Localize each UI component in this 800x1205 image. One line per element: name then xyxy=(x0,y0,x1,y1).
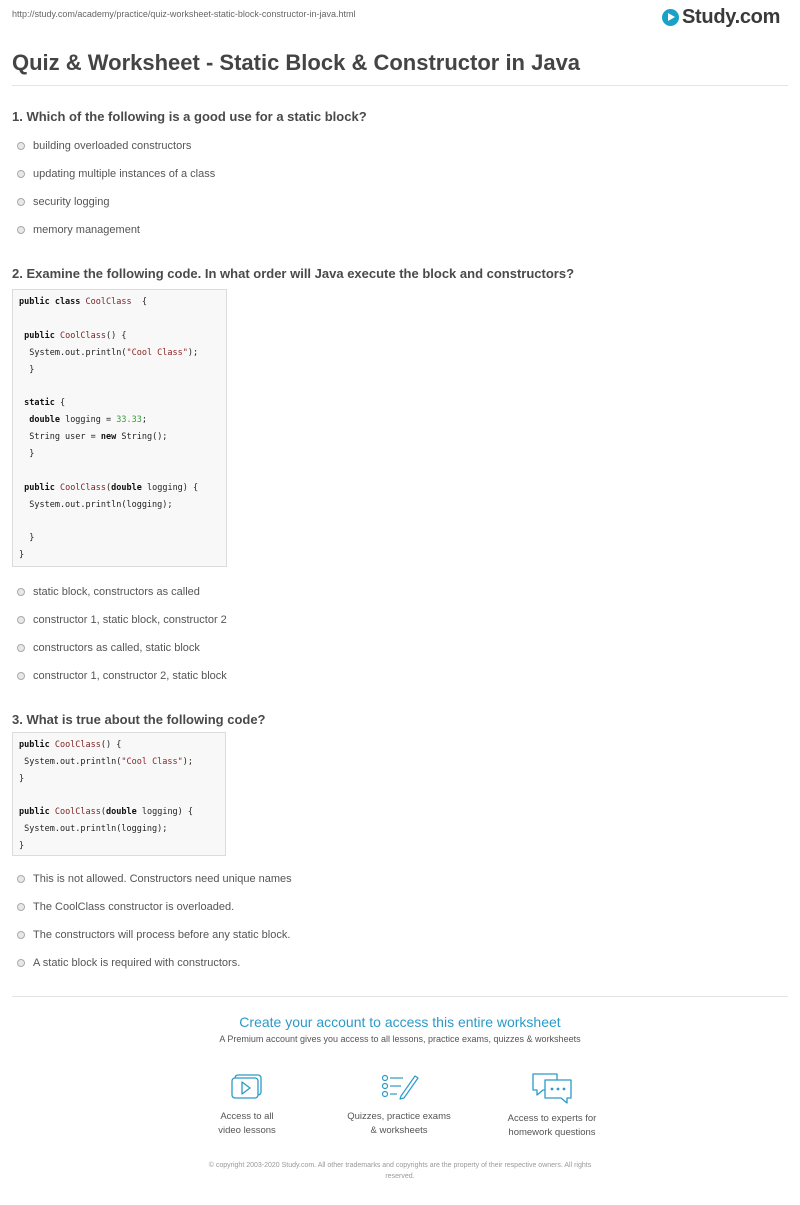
code-line xyxy=(19,463,220,480)
code-line: System.out.println(logging); xyxy=(19,499,173,510)
title-divider xyxy=(12,85,788,86)
cta-title[interactable]: Create your account to access this entire worksheet xyxy=(239,1014,561,1030)
code-line: } xyxy=(19,449,35,460)
radio-button[interactable] xyxy=(17,931,25,939)
q1-option-4[interactable]: memory management xyxy=(17,224,140,236)
expert-chat-icon xyxy=(529,1070,575,1106)
q2-option-3[interactable]: constructors as called, static block xyxy=(17,642,200,654)
feature-video-lessons: Access to all video lessons xyxy=(167,1070,327,1138)
code-line: public CoolClass() { xyxy=(19,740,122,750)
code-line: System.out.println("Cool Class"); xyxy=(19,756,194,767)
q1-option-2[interactable]: updating multiple instances of a class xyxy=(17,168,215,180)
code-line xyxy=(19,787,219,804)
code-line: } xyxy=(19,773,25,784)
q1-option-3[interactable]: security logging xyxy=(17,196,109,208)
study-logo[interactable] xyxy=(662,6,780,29)
code-line: } xyxy=(19,550,25,561)
radio-button[interactable] xyxy=(17,616,25,624)
q3-option-4[interactable]: A static block is required with constructors. xyxy=(17,957,240,969)
code-line: System.out.println(logging); xyxy=(19,823,168,834)
q2-option-4[interactable]: constructor 1, constructor 2, static block xyxy=(17,670,227,682)
code-block-q2 xyxy=(12,289,227,567)
radio-button[interactable] xyxy=(17,903,25,911)
code-line xyxy=(19,514,220,531)
q2-option-2[interactable]: constructor 1, static block, constructor 2 xyxy=(17,614,227,626)
radio-button[interactable] xyxy=(17,959,25,967)
code-line: public CoolClass(double logging) { xyxy=(19,807,194,818)
q2-option-1[interactable]: static block, constructors as called xyxy=(17,586,200,598)
code-line: public CoolClass() { xyxy=(19,330,127,341)
radio-button[interactable] xyxy=(17,644,25,652)
feature-experts: Access to experts for homework questions xyxy=(472,1070,632,1140)
copyright-notice: © copyright 2003-2020 Study.com. All other trademarks and copyrights are the property of their respective owners. All rights reserved. xyxy=(208,1162,592,1180)
radio-button[interactable] xyxy=(17,875,25,883)
play-icon xyxy=(662,9,679,26)
page-url: http://study.com/academy/practice/quiz-worksheet-static-block-constructor-in-java.html xyxy=(12,9,356,19)
code-block-q3 xyxy=(12,732,226,856)
question-2: 2. Examine the following code. In what order will Java execute the block and constructors? xyxy=(12,266,575,281)
code-line xyxy=(19,378,220,395)
radio-button[interactable] xyxy=(17,170,25,178)
question-3: 3. What is true about the following code? xyxy=(12,712,266,727)
code-line: } xyxy=(19,840,25,851)
feature-quizzes: Quizzes, practice exams & worksheets xyxy=(319,1070,479,1138)
radio-button[interactable] xyxy=(17,588,25,596)
question-1: 1. Which of the following is a good use for a static block? xyxy=(12,109,367,124)
code-line: } xyxy=(19,364,35,375)
cta-divider xyxy=(12,996,788,997)
code-line: System.out.println("Cool Class"); xyxy=(19,347,199,358)
cta-subtitle: A Premium account gives you access to all lessons, practice exams, quizzes & worksheets xyxy=(219,1034,581,1044)
q3-option-3[interactable]: The constructors will process before any static block. xyxy=(17,929,290,941)
code-line: } xyxy=(19,533,35,544)
q3-option-1[interactable]: This is not allowed. Constructors need unique names xyxy=(17,873,292,885)
logo-text: Study.com xyxy=(682,6,781,28)
code-line: public CoolClass(double logging) { xyxy=(19,482,199,493)
page-title: Quiz & Worksheet - Static Block & Constructor in Java xyxy=(12,50,581,75)
code-line: String user = new String(); xyxy=(19,432,168,443)
radio-button[interactable] xyxy=(17,226,25,234)
code-line xyxy=(19,311,220,328)
q1-option-1[interactable]: building overloaded constructors xyxy=(17,140,191,152)
code-line: static { xyxy=(19,398,66,409)
code-line: public class CoolClass { xyxy=(19,297,147,307)
radio-button[interactable] xyxy=(17,198,25,206)
radio-button[interactable] xyxy=(17,142,25,150)
quiz-worksheets-icon xyxy=(379,1070,419,1104)
code-line: double logging = 33.33; xyxy=(19,415,147,426)
radio-button[interactable] xyxy=(17,672,25,680)
video-lessons-icon xyxy=(227,1070,267,1104)
q3-option-2[interactable]: The CoolClass constructor is overloaded. xyxy=(17,901,234,913)
